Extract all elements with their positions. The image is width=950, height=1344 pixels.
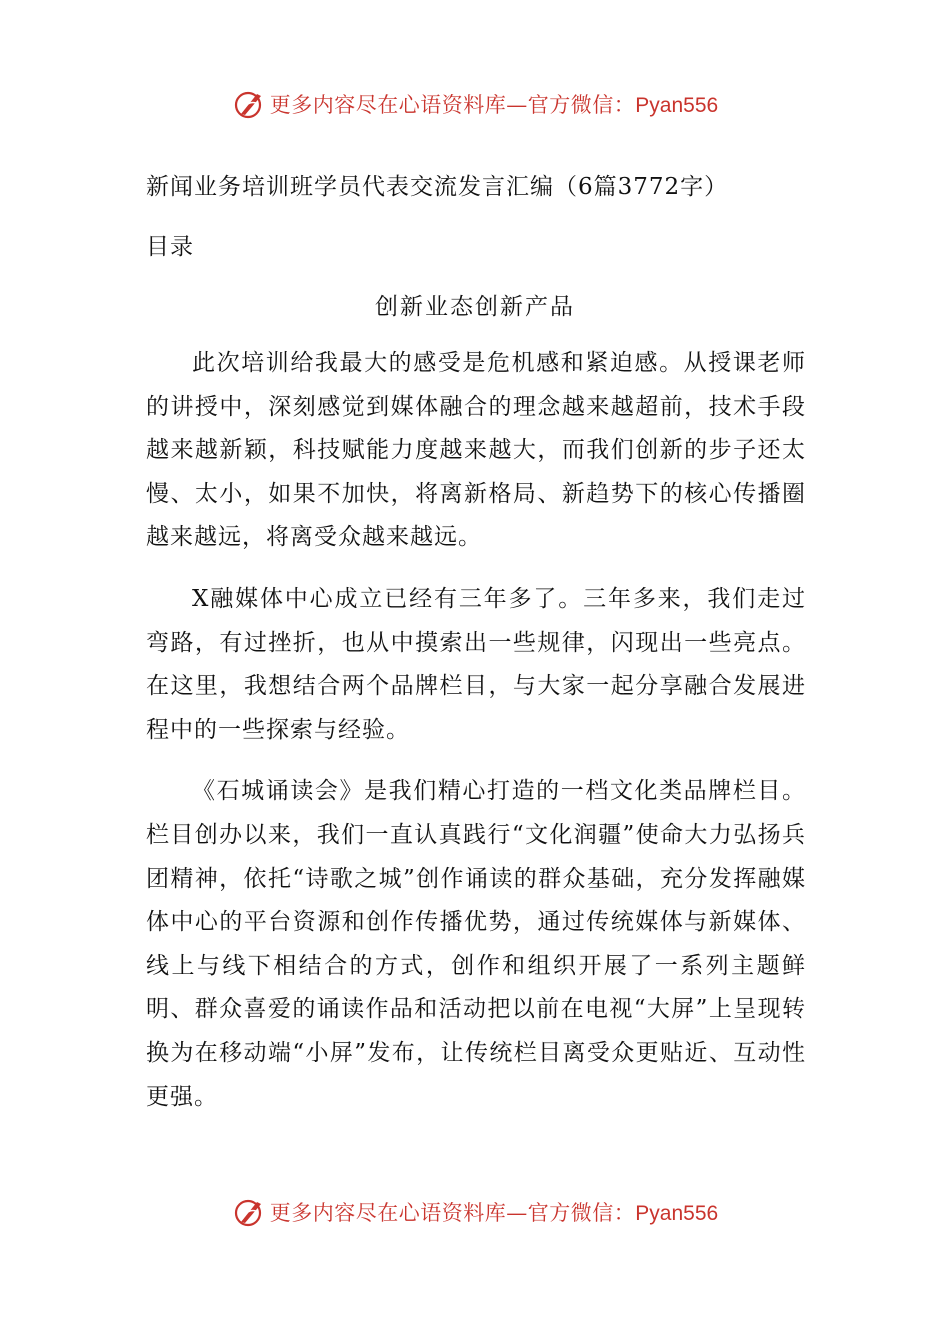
document-title: 新闻业务培训班学员代表交流发言汇编（6篇3772字） (146, 174, 729, 200)
article-body (146, 342, 806, 1137)
table-of-contents-label: 目录 (146, 234, 194, 260)
footer-watermark-banner (0, 1190, 950, 1234)
section-heading: 创新业态创新产品 (375, 294, 575, 320)
wechat-id: Pyan556 (635, 1202, 719, 1225)
paragraph: 此次培训给我最大的感受是危机感和紧迫感。从授课老师的讲授中，深刻感觉到媒体融合的理念越来越超前，技术手段越来越新颖，科技赋能力度越来越大，而我们创新的步子还太慢、太小，如果不加快，将离新格局、新趋势下的核心传播圈越来越远，将离受众越来越远。 (146, 350, 806, 551)
paragraph: 《石城诵读会》是我们精心打造的一档文化类品牌栏目。栏目创办以来，我们一直认真践行“文化润疆”使命大力弘扬兵团精神，依托“诗歌之城”创作诵读的群众基础，充分发挥融媒体中心的平台资源和创作传播优势，通过传统媒体与新媒体、线上与线下相结合的方式，创作和组织开展了一系列主题鲜明、群众喜爱的诵读作品和活动把以前在电视“大屏”上呈现转换为在移动端“小屏”发布，让传统栏目离受众更贴近、互动性更强。 (146, 778, 806, 1110)
wechat-id: Pyan556 (635, 94, 719, 117)
quill-pen-logo-icon (232, 87, 266, 121)
paragraph: X融媒体中心成立已经有三年多了。三年多来，我们走过弯路，有过挫折，也从中摸索出一些规律，闪现出一些亮点。在这里，我想结合两个品牌栏目，与大家一起分享融合发展进程中的一些探索与经验。 (146, 585, 806, 743)
watermark-text: 更多内容尽在心语资料库—官方微信：Pyan556 (269, 93, 719, 117)
watermark-text: 更多内容尽在心语资料库—官方微信：Pyan556 (269, 1201, 719, 1225)
quill-pen-logo-icon (232, 1195, 266, 1229)
header-watermark-banner (0, 82, 950, 126)
